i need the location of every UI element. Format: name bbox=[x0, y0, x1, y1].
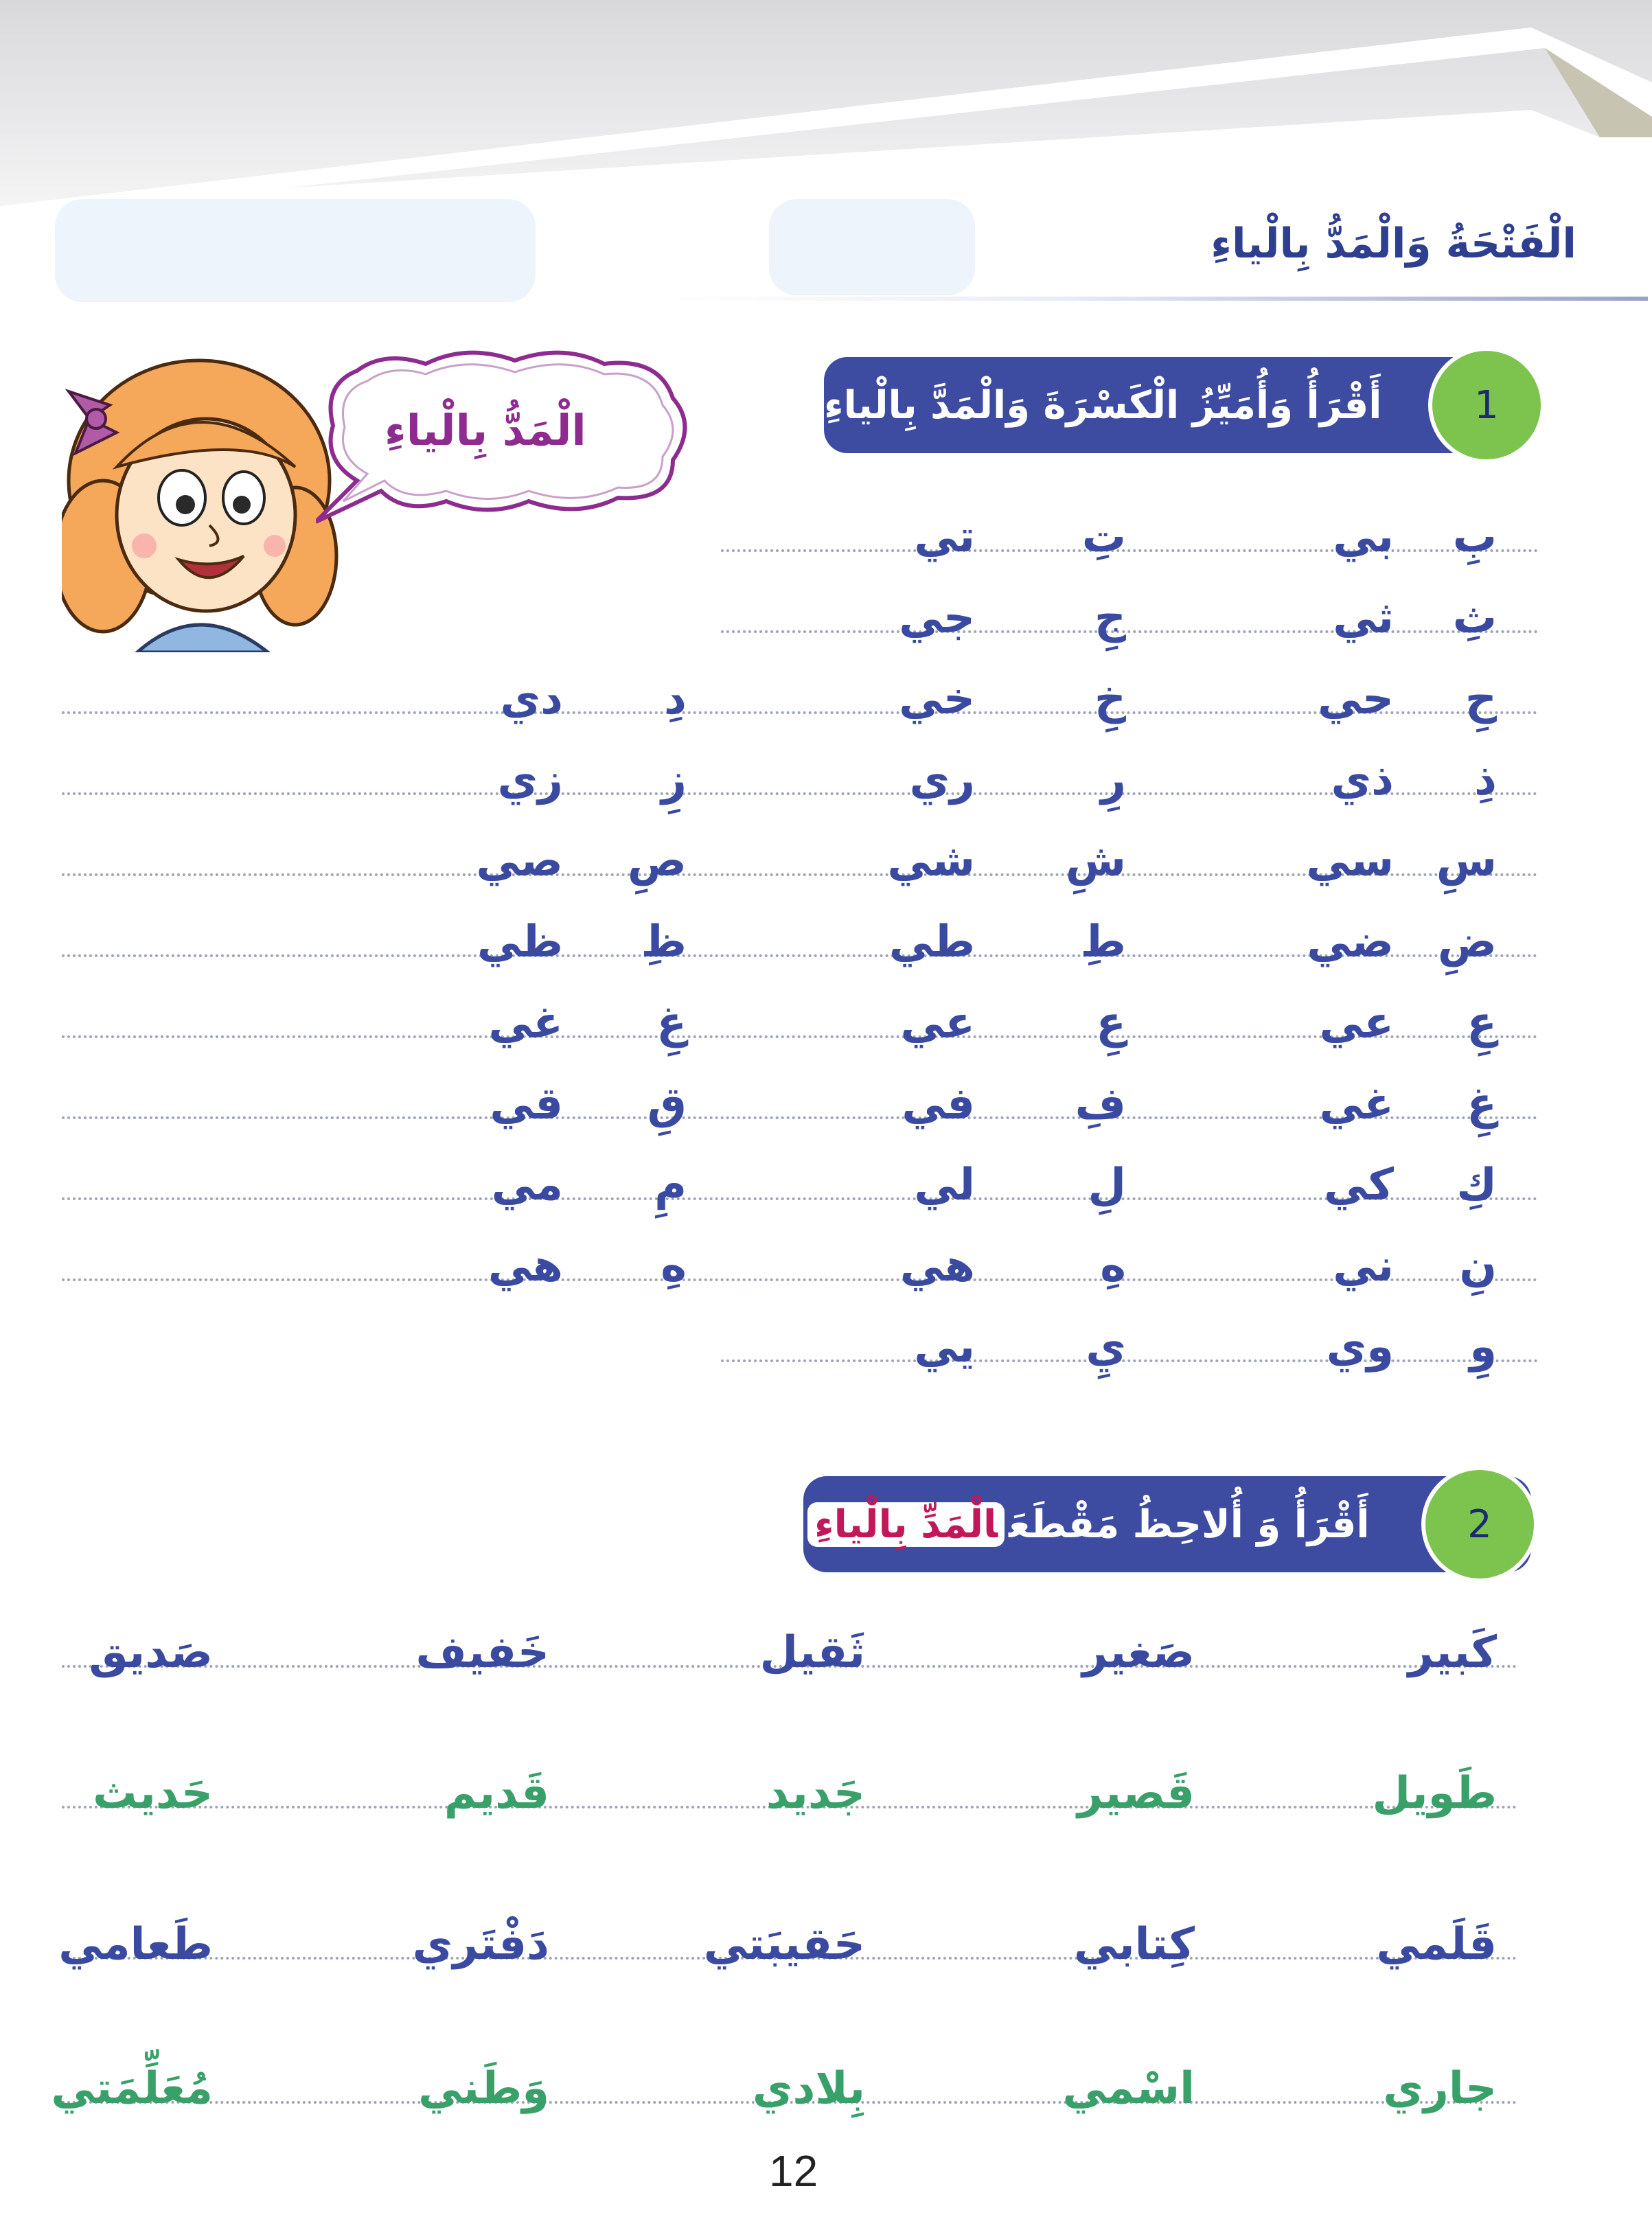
kasra-letter: حِ bbox=[1465, 674, 1497, 724]
madd-syllable: ذي bbox=[1331, 755, 1394, 805]
madd-syllable: خي bbox=[899, 674, 975, 724]
kasra-letter: عِ bbox=[1467, 998, 1497, 1048]
section1-dotted-line bbox=[721, 1359, 1538, 1362]
kasra-letter: جِ bbox=[1094, 593, 1126, 643]
madd-syllable: ثي bbox=[1333, 593, 1394, 643]
kasra-letter: قِ bbox=[647, 1079, 687, 1129]
kasra-letter: طِ bbox=[1080, 917, 1126, 967]
kasra-letter: كِ bbox=[1456, 1160, 1497, 1210]
vocabulary-word: قَلَمي bbox=[1376, 1919, 1497, 1970]
section2-heading-highlight: الْمَدِّ بِالْياءِ bbox=[807, 1502, 1005, 1547]
kasra-letter: بِ bbox=[1452, 512, 1497, 562]
vocabulary-word: اسْمي bbox=[1062, 2063, 1195, 2114]
vocabulary-word: بِلادي bbox=[752, 2063, 865, 2114]
vocabulary-word: طَعامي bbox=[58, 1919, 213, 1970]
kasra-letter: ثِ bbox=[1452, 593, 1497, 643]
kasra-letter: ظِ bbox=[641, 917, 687, 967]
section1-number-badge bbox=[1428, 347, 1545, 463]
section1-number: 1 bbox=[1474, 382, 1499, 428]
kasra-letter: لِ bbox=[1088, 1160, 1126, 1210]
madd-syllable: هي bbox=[899, 1241, 975, 1291]
madd-syllable: ضي bbox=[1307, 917, 1394, 967]
madd-syllable: عي bbox=[1319, 998, 1394, 1048]
kasra-letter: يِ bbox=[1086, 1322, 1126, 1373]
madd-syllable: بي bbox=[1333, 512, 1394, 562]
madd-syllable: طي bbox=[888, 917, 975, 967]
vocabulary-word: كَبير bbox=[1408, 1627, 1497, 1678]
kasra-letter: مِ bbox=[654, 1160, 687, 1210]
section1-dotted-line bbox=[62, 792, 1538, 795]
kasra-letter: هِ bbox=[1100, 1241, 1126, 1291]
madd-syllable: في bbox=[902, 1079, 975, 1129]
section1-dotted-line bbox=[62, 1278, 1538, 1281]
vocabulary-word: طَويل bbox=[1372, 1768, 1497, 1819]
kasra-letter: خِ bbox=[1094, 674, 1126, 724]
girl-illustration bbox=[62, 350, 350, 652]
vocabulary-word: جاري bbox=[1383, 2063, 1497, 2114]
vocabulary-word: ثَقيل bbox=[759, 1627, 865, 1678]
vocabulary-word: وَطَني bbox=[418, 2063, 549, 2114]
madd-syllable: عي bbox=[900, 998, 975, 1048]
madd-syllable: مي bbox=[491, 1160, 563, 1210]
vocabulary-word: قَديم bbox=[444, 1768, 549, 1819]
section2-number: 2 bbox=[1467, 1502, 1492, 1547]
kasra-letter: ذِ bbox=[1474, 755, 1497, 805]
vocabulary-word: صَغير bbox=[1082, 1627, 1195, 1678]
section1-dotted-line bbox=[721, 630, 1538, 633]
kasra-letter: شِ bbox=[1065, 836, 1126, 886]
madd-syllable: غي bbox=[1319, 1079, 1394, 1129]
kasra-letter: تِ bbox=[1081, 512, 1126, 562]
madd-syllable: دي bbox=[500, 674, 563, 724]
kasra-letter: زِ bbox=[661, 755, 687, 805]
madd-syllable: وي bbox=[1326, 1322, 1394, 1373]
madd-syllable: ني bbox=[1333, 1241, 1394, 1291]
kasra-letter: وِ bbox=[1469, 1322, 1497, 1373]
madd-syllable: تي bbox=[914, 512, 975, 562]
page-curl-shadow bbox=[0, 0, 1652, 206]
madd-syllable: لي bbox=[914, 1160, 975, 1210]
kasra-letter: سِ bbox=[1436, 836, 1497, 886]
section1-dotted-line bbox=[62, 1197, 1538, 1200]
vocabulary-word: جَديد bbox=[766, 1768, 865, 1819]
title-underline bbox=[673, 297, 1648, 301]
section1-banner bbox=[824, 357, 1531, 453]
section1-heading: أَقْرَأُ وَأُمَيِّزُ الْكَسْرَةَ وَالْمَدَّ بِالْياءِ bbox=[824, 382, 1382, 428]
vocabulary-word: حَديث bbox=[93, 1768, 213, 1819]
kasra-letter: صِ bbox=[627, 836, 687, 886]
section1-dotted-line bbox=[62, 1116, 1538, 1119]
section1-dotted-line bbox=[62, 711, 1538, 714]
vocabulary-word: قَصير bbox=[1077, 1768, 1195, 1819]
section2-number-badge bbox=[1421, 1466, 1538, 1583]
kasra-letter: ضِ bbox=[1437, 917, 1497, 967]
madd-syllable: شي bbox=[887, 836, 975, 886]
kasra-letter: غِ bbox=[656, 998, 687, 1048]
madd-syllable: سي bbox=[1306, 836, 1394, 886]
bubble-text: الْمَدُّ بِالْياءِ bbox=[385, 405, 586, 455]
madd-syllable: كي bbox=[1324, 1160, 1394, 1210]
madd-syllable: زي bbox=[497, 755, 563, 805]
section2-heading bbox=[803, 1502, 1370, 1547]
vocabulary-word: مُعَلِّمَتي bbox=[51, 2063, 213, 2114]
page-title: الْفَتْحَةُ وَالْمَدُّ بِالْياءِ bbox=[1211, 220, 1576, 268]
section1-dotted-line bbox=[721, 549, 1538, 552]
madd-syllable: ظي bbox=[477, 917, 563, 967]
madd-syllable: قي bbox=[490, 1079, 563, 1129]
madd-syllable: يي bbox=[914, 1322, 975, 1373]
madd-syllable: هي bbox=[487, 1241, 563, 1291]
page-number: 12 bbox=[769, 2146, 818, 2196]
kasra-letter: دِ bbox=[664, 674, 687, 724]
madd-syllable: حي bbox=[1318, 674, 1394, 724]
madd-syllable: غي bbox=[488, 998, 563, 1048]
kasra-letter: نِ bbox=[1459, 1241, 1497, 1291]
kasra-letter: هِ bbox=[661, 1241, 687, 1291]
kasra-letter: غِ bbox=[1467, 1079, 1497, 1129]
kasra-letter: فِ bbox=[1075, 1079, 1126, 1129]
header-ghost-pill-left bbox=[55, 199, 536, 302]
madd-syllable: ري bbox=[909, 755, 975, 805]
vocabulary-word: كِتابي bbox=[1073, 1919, 1195, 1970]
kasra-letter: رِ bbox=[1101, 755, 1126, 805]
madd-syllable: صي bbox=[476, 836, 563, 886]
section1-dotted-line bbox=[62, 1035, 1538, 1038]
vocabulary-word: حَقيبَتي bbox=[703, 1919, 865, 1970]
kasra-letter: عِ bbox=[1096, 998, 1126, 1048]
vocabulary-word: خَفيف bbox=[415, 1627, 549, 1678]
vocabulary-word: صَديق bbox=[89, 1627, 213, 1678]
vocabulary-word: دَفْتَري bbox=[412, 1919, 549, 1970]
madd-syllable: جي bbox=[899, 593, 975, 643]
header-ghost-pill-middle bbox=[769, 199, 975, 295]
section2-heading-text: أَقْرَأُ وَ أُلاحِظُ مَقْطَعَ bbox=[1009, 1502, 1370, 1547]
